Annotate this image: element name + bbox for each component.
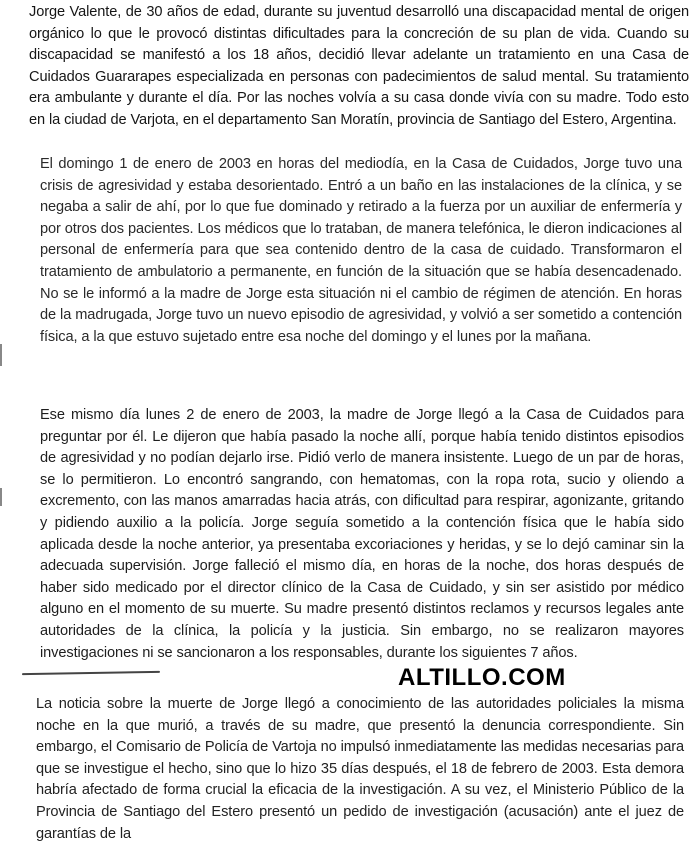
margin-mark <box>0 344 2 366</box>
paragraph-4: La noticia sobre la muerte de Jorge llegó a conocimiento de las autoridades policiales la misma noche en la que murió, a través de su madre, que presentó la denuncia correspondiente. Sin embargo, el Comisario de Policía de Vartoja no impulsó inmediatamente las medidas necesarias para que se investigue el hecho, sino que lo hizo 35 días después, el 18 de febrero de 2003. Esta demora habría afectado de forma crucial la eficacia de la investigación. A su vez, el Ministerio Público de la Provincia de Santiago del Estero presentó un pedido de investigación (acusación) ante el juez de garantías de la <box>36 696 684 842</box>
margin-mark <box>0 488 2 506</box>
paragraph-2: El domingo 1 de enero de 2003 en horas del mediodía, en la Casa de Cuidados, Jorge tuvo una crisis de agresividad y estaba desorientado. Entró a un baño en las instalaciones de la clínica, y se negaba a salir de ahí, por lo que fue dominado y retirado a la fuerza por un auxiliar de enfermería y por otros dos pacientes. Los médicos que lo trataban, de manera telefónica, le dieron indicaciones al personal de enfermería para que sea contenido dentro de la casa de cuidado. Transformaron el tratamiento de ambulatorio a permanente, en función de la situación que se había desencadenado. No se le informó a la madre de Jorge esta situación ni el cambio de régimen de atención. En horas de la madrugada, Jorge tuvo un nuevo episodio de agresividad, y volvió a ser sometido a contención física, a la que estuvo sujetado entre esa noche del domingo y el lunes por la mañana. <box>40 156 682 345</box>
watermark-logo: ALTILLO.COM <box>398 664 566 691</box>
paragraph-3: Ese mismo día lunes 2 de enero de 2003, la madre de Jorge llegó a la Casa de Cuidados para preguntar por él. Le dijeron que había pasado la noche allí, porque había tenido distintos episodios de agresividad y no podían dejarlo irse. Pidió verlo de manera insistente. Luego de un par de horas, se lo permitieron. Lo encontró sangrando, con hematomas, con la ropa rota, sucio y oliendo a excremento, con las manos amarradas hacia atrás, con dificultad para respirar, agonizante, gritando y pidiendo auxilio a la policía. Jorge seguía sometido a la contención física que le había sido aplicada desde la noche anterior, ya presentaba excoriaciones y heridas, y se lo dejó caminar sin la adecuada supervisión. Jorge falleció el mismo día, en horas de la noche, dos horas después de haber sido medicado por el director clínico de la Casa de Cuidado, y sin ser asistido por médico alguno en el momento de su muerte. Su madre presentó distintos reclamos y recursos legales ante autoridades de la clínica, la policía y la justicia. Sin embargo, no se realizaron mayores investigaciones ni se sancionaron a los responsables, durante los siguientes 7 años. <box>40 407 684 661</box>
paragraph-1: Jorge Valente, de 30 años de edad, durante su juventud desarrolló una discapacidad mental de origen orgánico lo que le provocó distintas dificultades para la concreción de su plan de vida. Cuando su discapacidad se manifestó a los 18 años, decidió llevar adelante un tratamiento en una Casa de Cuidados Guararapes especializada en personas con padecimientos de salud mental. Su tratamiento era ambulante y durante el día. Por las noches volvía a su casa donde vivía con su madre. Todo esto en la ciudad de Varjota, en el departamento San Moratín, provincia de Santiago del Estero, Argentina. <box>29 4 689 128</box>
handwritten-underline <box>22 671 160 675</box>
